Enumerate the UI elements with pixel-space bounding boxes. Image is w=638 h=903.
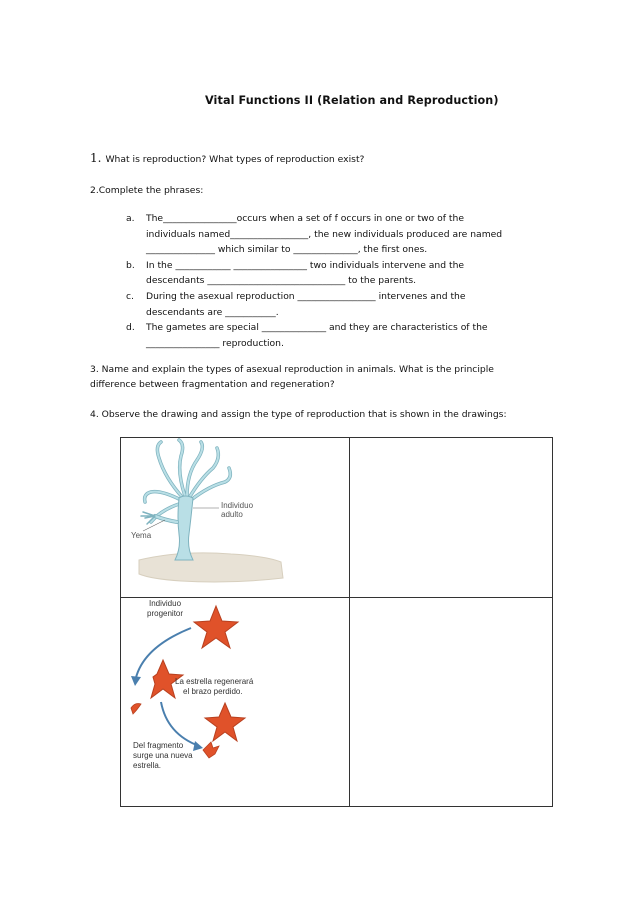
- phrase-d: [126, 320, 556, 351]
- phrase-line: individuals named_________________, the new individuals produced are named: [146, 228, 503, 240]
- phrase-letter: c.: [126, 290, 134, 302]
- phrase-line: The gametes are special ______________ and they are characteristics of the: [146, 322, 488, 334]
- starfish-parent: [194, 606, 238, 648]
- label-adult: Individuo: [221, 501, 254, 510]
- title-text: Vital Functions II (Relation and Reproduction): [205, 94, 499, 107]
- label-fragment: surge una nueva: [133, 751, 193, 760]
- answer-cell-2[interactable]: [350, 598, 553, 807]
- question-1-text: What is reproduction? What types of reproduction exist?: [105, 154, 365, 165]
- phrase-b: [126, 258, 556, 289]
- hydra-budding-illustration: [121, 438, 349, 593]
- arm-fragment: [131, 704, 141, 715]
- question-3-line: 3. Name and explain the types of asexual reproduction in animals. What is the principle: [90, 364, 494, 375]
- new-starfish-fragment: [203, 742, 219, 758]
- bud-leader-line: [143, 520, 165, 531]
- phrase-line: descendants ______________________________ to the parents.: [146, 275, 417, 287]
- label-regenerate: el brazo perdido.: [183, 687, 243, 696]
- label-progenitor: Individuo: [149, 599, 182, 608]
- label-fragment: estrella.: [133, 761, 162, 770]
- phrase-a: [126, 211, 556, 258]
- phrase-line: _______________ which similar to ______________, the first ones.: [146, 244, 428, 256]
- phrase-line: ________________ reproduction.: [146, 337, 284, 349]
- phrase-line: The________________occurs when a set of f occurs in one or two of the: [146, 213, 464, 224]
- question-3-line: difference between fragmentation and regeneration?: [90, 379, 335, 390]
- phrase-line: In the ____________ ________________ two individuals intervene and the: [146, 259, 465, 271]
- drawing-table: [120, 437, 553, 807]
- label-regenerate: La estrella regenerará: [175, 677, 254, 686]
- hydra-drawing-cell: [121, 438, 350, 598]
- phrase-letter: b.: [126, 259, 135, 271]
- answer-cell-1[interactable]: [350, 438, 553, 598]
- question-1: [90, 150, 364, 168]
- label-fragment: Del fragmento: [133, 741, 184, 750]
- label-bud: Yema: [131, 531, 152, 540]
- phrase-letter: d.: [126, 322, 135, 334]
- starfish-regenerated: [205, 703, 245, 741]
- arrowhead: [193, 741, 203, 751]
- arrowhead: [131, 676, 141, 686]
- label-adult: adulto: [221, 510, 243, 519]
- starfish-regeneration-illustration: [121, 598, 349, 802]
- phrase-line: descendants are ___________.: [146, 306, 279, 318]
- phrases-list: [126, 211, 556, 351]
- phrase-letter: a.: [126, 213, 135, 224]
- phrase-line: During the asexual reproduction _________________ intervenes and the: [146, 290, 466, 302]
- phrase-c: [126, 289, 556, 320]
- question-2: 2.Complete the phrases:: [90, 185, 204, 196]
- question-1-number: 1.: [90, 151, 102, 165]
- question-3: [90, 362, 494, 392]
- ground-shape: [139, 553, 283, 582]
- question-4: 4. Observe the drawing and assign the type of reproduction that is shown in the drawings:: [90, 409, 507, 420]
- arrow-down-right: [161, 702, 199, 746]
- label-progenitor: progenitor: [147, 609, 184, 618]
- starfish-drawing-cell: [121, 598, 350, 807]
